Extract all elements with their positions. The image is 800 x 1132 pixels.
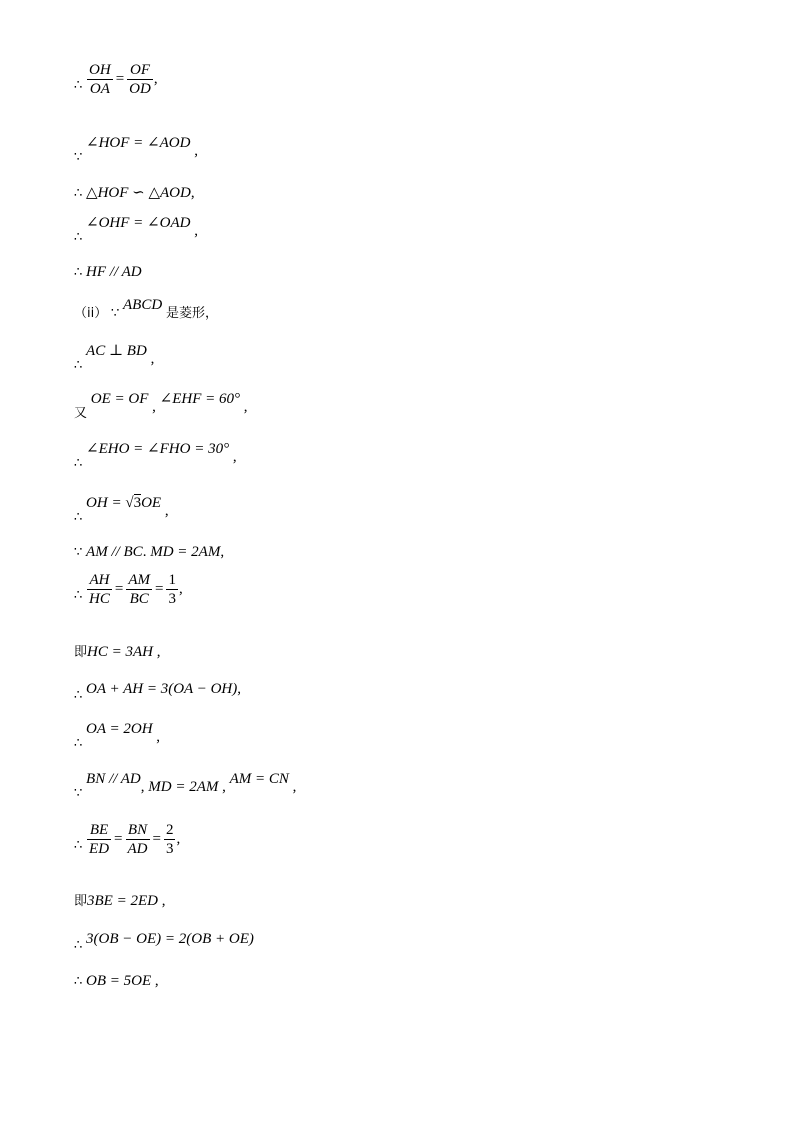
math-expression: BN // AD	[86, 771, 141, 787]
therefore-symbol: ∴	[74, 265, 83, 280]
line-ac-perp-bd	[74, 343, 155, 373]
line-oe-of-angle-ehf	[74, 391, 248, 421]
denominator: OA	[87, 79, 113, 97]
part-label: （ii）	[74, 306, 108, 321]
line-tail: ,	[194, 143, 198, 159]
math-expression: AM // BC	[86, 544, 143, 560]
line-ob-5oe	[74, 972, 159, 991]
separator: ,	[152, 399, 156, 415]
line-tail: ,	[164, 503, 169, 519]
separator: ,	[140, 779, 145, 795]
line-ratio-be-ed	[74, 822, 180, 857]
line-tail: ,	[292, 779, 297, 795]
math-expression: ABCD	[123, 297, 163, 313]
equals-sign: =	[155, 580, 164, 597]
therefore-symbol: ∴	[74, 587, 83, 603]
line-ratio-ah-hc	[74, 572, 183, 607]
line-tail: ,	[194, 223, 198, 239]
math-expression: AC ⊥ BD	[86, 343, 147, 359]
math-expression: OA + AH = 3(OA − OH)	[86, 681, 238, 697]
math-expression: OA = 2OH	[86, 721, 153, 737]
fraction-oh-oa	[87, 62, 113, 97]
math-expression: MD = 2AM	[148, 779, 219, 795]
expression-right: OE	[141, 495, 162, 511]
numerator: 2	[165, 822, 174, 838]
denominator: HC	[89, 591, 110, 607]
therefore-symbol: ∴	[74, 510, 83, 525]
math-expression	[86, 495, 161, 511]
equals-sign: =	[115, 70, 125, 87]
line-3be-2ed	[74, 892, 165, 911]
therefore-symbol: ∴	[74, 688, 83, 703]
therefore-symbol: ∴	[74, 938, 83, 953]
therefore-symbol: ∴	[74, 77, 83, 93]
math-expression: ∠EHO = ∠FHO = 30°	[86, 441, 230, 457]
fraction-two-thirds	[164, 822, 176, 857]
math-expression: 3BE = 2ED	[87, 893, 158, 909]
line-tail: ,	[237, 681, 241, 697]
line-tail: ,	[161, 893, 166, 909]
line-tail: ,	[153, 70, 158, 87]
denominator: AD	[127, 841, 148, 857]
numerator: OF	[130, 62, 150, 78]
therefore-symbol: ∴	[74, 358, 83, 373]
statement-text: 是菱形，	[165, 306, 218, 321]
line-am-parallel-bc	[74, 543, 224, 562]
line-angle-eho-fho	[74, 441, 237, 471]
line-hc-3ah	[74, 643, 160, 662]
fraction-ah-hc	[87, 572, 112, 607]
numerator: 1	[168, 572, 176, 588]
math-expression: ∠EHF = 60°	[159, 391, 240, 407]
fraction-am-bc	[126, 572, 152, 607]
line-tail: ,	[220, 544, 225, 560]
line-tail: ,	[178, 580, 183, 597]
math-expression: HC = 3AH	[87, 644, 153, 660]
numerator: BN	[127, 822, 148, 838]
prefix-ji: 即	[74, 645, 88, 660]
fraction-of-od	[127, 62, 153, 97]
math-expression: △HOF ∽ △AOD	[86, 185, 191, 201]
line-similar-triangles	[74, 184, 195, 203]
equals-sign: =	[114, 580, 124, 597]
separator: .	[142, 544, 147, 560]
line-angle-ohf-oad	[74, 215, 198, 245]
line-rhombus-statement	[74, 297, 218, 323]
math-expression: OB = 5OE	[86, 973, 152, 989]
denominator: ED	[89, 841, 110, 857]
because-symbol: ∵	[110, 306, 120, 321]
therefore-symbol: ∴	[74, 230, 83, 245]
equals-sign: =	[152, 830, 161, 847]
line-ob-oe-equation	[74, 930, 254, 953]
prefix-ji: 即	[74, 894, 88, 909]
numerator: AM	[128, 572, 151, 588]
because-symbol: ∵	[74, 545, 83, 560]
line-tail: ,	[156, 644, 161, 660]
prefix-you: 又	[74, 406, 88, 421]
expression-left: OH =	[86, 495, 126, 511]
line-tail: ,	[154, 973, 159, 989]
therefore-symbol: ∴	[74, 837, 83, 853]
numerator: OH	[89, 62, 111, 78]
line-bn-parallel-ad	[74, 771, 297, 801]
line-oa-ah-equation	[74, 680, 241, 703]
math-expression: 3(OB − OE) = 2(OB + OE)	[86, 931, 254, 947]
math-expression: MD = 2AM	[150, 544, 221, 560]
math-expression: AM = CN	[229, 771, 289, 787]
line-tail: ,	[176, 830, 181, 847]
therefore-symbol: ∴	[74, 736, 83, 751]
therefore-symbol: ∴	[74, 456, 83, 471]
line-tail: ,	[190, 185, 195, 201]
math-expression: ∠OHF = ∠OAD	[86, 215, 191, 231]
line-tail: ,	[232, 449, 237, 465]
therefore-symbol: ∴	[74, 974, 83, 989]
line-ratio-oh-oa	[74, 62, 158, 97]
line-oh-sqrt3-oe	[74, 495, 169, 525]
denominator: 3	[165, 841, 174, 857]
because-symbol: ∵	[74, 150, 83, 165]
fraction-one-third	[166, 572, 178, 607]
equals-sign: =	[114, 830, 123, 847]
denominator: BC	[126, 589, 152, 607]
line-tail: ,	[150, 351, 155, 367]
fraction-be-ed	[87, 822, 111, 857]
math-expression: OE = OF	[90, 391, 149, 407]
separator: ,	[222, 779, 226, 795]
line-oa-2oh	[74, 721, 161, 751]
denominator: 3	[168, 591, 176, 607]
line-tail: ,	[243, 399, 248, 415]
line-angle-hof-aod	[74, 135, 198, 165]
denominator: OD	[129, 81, 151, 97]
fraction-bn-ad	[126, 822, 150, 857]
math-expression: HF // AD	[86, 264, 142, 280]
sqrt-sign: √	[125, 495, 134, 511]
therefore-symbol: ∴	[74, 186, 83, 201]
because-symbol: ∵	[74, 786, 83, 801]
line-tail: ,	[156, 729, 161, 745]
numerator: BE	[89, 822, 109, 838]
numerator: AH	[89, 572, 110, 588]
math-expression: ∠HOF = ∠AOD	[86, 135, 191, 151]
line-hf-parallel-ad	[74, 263, 142, 282]
radicand: 3	[133, 495, 142, 511]
